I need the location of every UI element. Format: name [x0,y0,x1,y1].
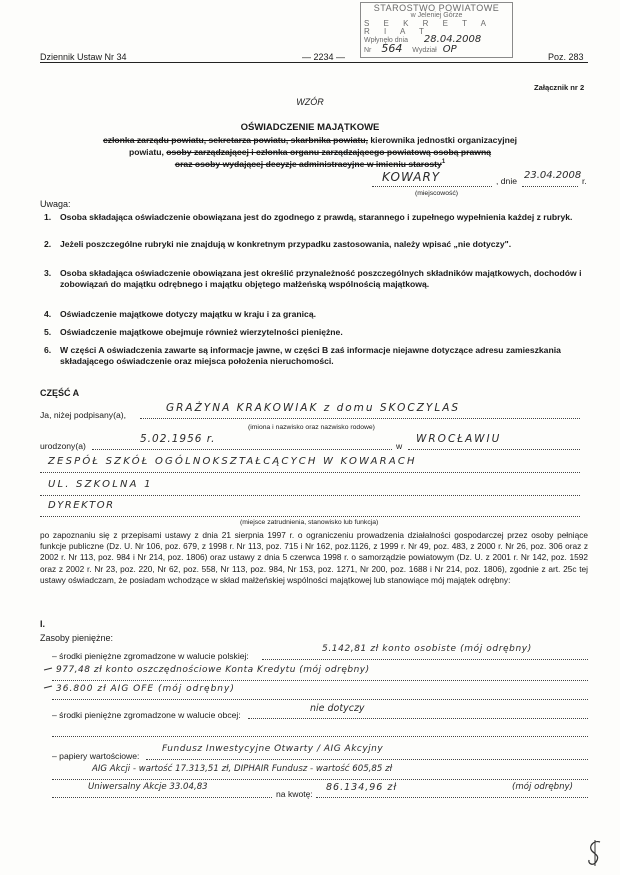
note-text: W części A oświadczenia zawarte są informacje jawne, w części B zaś informacje niejawne dotyczące adresu zamieszkania składającego oświadczenie oraz miejsca położenia nieruchomości. [60,345,561,366]
employment-value-1: ZESPÓŁ SZKÓŁ OGÓLNOKSZTAŁCĄCYCH W KOWARACH [48,456,417,467]
foreign-funds-label: – środki pieniężne zgromadzone w walucie obcej: [52,710,241,720]
stamp-dept: OP [442,44,457,55]
page-number: — 2234 — [302,52,346,62]
securities-label: – papiery wartościowe: [52,751,140,761]
title-line-3-struck: oraz osoby wydającej decyzje administracyjne w imieniu starosty [174,159,442,169]
note-item [44,212,590,223]
date-field [522,170,582,187]
declarant-value: GRAŻYNA KRAKOWIAK z domu SKOCZYLAS [166,402,461,414]
securities-line-1 [146,744,588,760]
birth-date-field [92,434,392,450]
place-value: KOWARY [382,170,441,184]
title-line-1-kept: kierownika jednostki organizacyjnej [368,135,518,145]
note-number: 4. [44,309,52,319]
securities-value-3: Uniwersalny Akcje 33.04,83 [88,782,208,792]
note-item [44,309,590,320]
initials-mark [584,838,606,868]
declarant-label: Ja, niżej podpisany(a), [40,410,126,420]
section-1-heading: Zasoby pieniężne: [40,633,114,643]
place-caption: (miejscowość) [415,190,459,197]
securities-value-2: AIG Akcji - wartość 17.313,51 zł, DIPHAIR Fundusz - wartość 605,85 zł [92,764,393,774]
securities-amount-field [316,782,588,798]
legal-basis-text: po zapoznaniu się z przepisami ustawy z dnia 21 sierpnia 1997 r. o ograniczeniu prowadzenia działalności gospodarczej przez osoby pełniące funkcje publiczne (Dz. U. Nr 106, poz. 679, z 1998 r. Nr 113, poz. 715 i Nr 162, poz.1126, z 1999 r. Nr 49, poz. 483, z 2000 r. Nr 26, poz. 306 oraz z 2002 r. Nr 113, poz. 984 i Nr 214, poz. 1806) oraz ustawy z dnia 5 czerwca 1998 r. o samorządzie powiatowym (Dz. U. z 2001 r. Nr 142, poz. 1592 oraz z 2002 r. Nr 23, poz. 220, Nr 62, poz. 558, Nr 113, poz. 984, Nr 153, poz. 1271, Nr 200, poz. 1688 i Nr 214, poz. 1806), zgodnie z art. 25c tej ustawy oświadczam, że posiadam wchodzące w skład małżeńskiej wspólności majątkowej lub stanowiące mój majątek odrębny: [40,530,588,585]
template-label: WZÓR [296,97,324,107]
birth-date-value: 5.02.1956 r. [140,433,216,445]
section-1-number: I. [40,619,46,629]
securities-line-2 [52,764,588,780]
note-text: Osoba składająca oświadczenie obowiązana jest do zgodnego z prawdą, starannego i zupełnego wypełnienia każdej z rubryk. [60,212,573,222]
pln-funds-line-3 [52,684,588,700]
title-line-2-kept: powiatu, [129,147,167,157]
securities-line-3 [52,782,272,798]
note-item [44,345,590,367]
pln-funds-value-1: 5.142,81 zł konto osobiste (mój odrębny) [322,644,532,654]
securities-amount-value: 86.134,96 zł [326,782,398,793]
birth-place-field [408,434,580,450]
securities-ownership-note: (mój odrębny) [512,782,573,792]
note-item [44,239,590,250]
pln-funds-value-2: 977,48 zł konto oszczędnościowe Konta Kredytu (mój odrębny) [56,665,370,675]
stamp-dept-label: Wydział [412,47,437,54]
pln-funds-line-2 [52,665,588,681]
employment-value-2: UL. SZKOLNA 1 [48,479,153,490]
foreign-funds-line [248,703,588,719]
stamp-secretariat: S E K R E T A R I A T [364,19,492,36]
employment-value-3: DYREKTOR [48,500,115,511]
note-text: Osoba składająca oświadczenie obowiązana jest określić przynależność poszczególnych składników majątkowych, dochodów i zobowiązań do majątku odrębnego i majątku objętego małżeńską wspólnością majątkową. [60,268,582,289]
note-number: 2. [44,239,52,249]
pln-funds-value-3: 36.800 zł AIG OFE (mój odrębny) [56,684,235,694]
title-line-3 [0,159,620,169]
note-number: 3. [44,268,52,278]
journal-name: Dziennik Ustaw Nr 34 [40,52,127,62]
employment-line-2 [40,480,580,496]
employment-line-1 [40,457,580,473]
date-label: , dnie [496,176,518,186]
title-line-1 [0,135,620,145]
stamp-number: 564 [381,42,403,55]
foreign-funds-value: nie dotyczy [310,703,365,714]
entry-marks [42,660,56,706]
title-line-2-struck: osoby zarządzającej i członka organu zarządzającego powiatową osobą prawną [166,147,491,157]
note-text: Oświadczenie majątkowe dotyczy majątku w kraju i za granicą. [60,309,316,319]
note-item [44,327,590,338]
stamp-received-label: Wpłynęło dnia [364,37,408,44]
stamp-city: w Jeleniej Górze [410,12,463,19]
part-a-heading: CZĘŚĆ A [40,388,80,398]
footnote-mark: 1 [441,159,446,166]
note-number: 6. [44,345,52,355]
securities-amount-label: na kwotę: [276,789,313,799]
pln-funds-line-1 [262,644,588,660]
notes-heading: Uwaga: [40,199,71,209]
stamp-received-date: 28.04.2008 [423,34,482,45]
page-title: OŚWIADCZENIE MAJĄTKOWE [240,122,380,133]
pln-funds-label: – środki pieniężne zgromadzone w walucie polskiej: [52,651,249,661]
birth-date-label: urodzony(a) [40,441,86,451]
registry-stamp [360,2,513,58]
note-text: Oświadczenie majątkowe obejmuje również wierzytelności pieniężne. [60,327,343,337]
date-value: 23.04.2008 [524,170,582,181]
birth-place-value: WROCŁAWIU [416,433,502,445]
note-number: 1. [44,212,52,222]
declarant-caption: (imiona i nazwisko oraz nazwisko rodowe) [248,424,375,431]
employment-line-3 [40,501,580,517]
date-suffix: r. [582,176,587,186]
declarant-field [140,403,580,419]
securities-value-1: Fundusz Inwestycyjne Otwarty / AIG Akcyjny [162,744,384,754]
birth-place-label: w [396,441,403,451]
title-line-2 [0,147,620,157]
note-number: 5. [44,327,52,337]
title-line-1-struck: członka zarządu powiatu, sekretarza powiatu, skarbnika powiatu, [102,135,369,145]
stamp-number-row [364,42,509,55]
note-item [44,268,590,290]
place-field [372,172,492,187]
stamp-office: STAROSTWO POWIATOWE [373,3,500,13]
position-number: Poz. 283 [548,52,584,62]
annex-label: Załącznik nr 2 [534,83,585,92]
stamp-number-label: Nr [364,47,372,54]
header-rule [40,62,588,63]
note-text: Jeżeli poszczególne rubryki nie znajdują w konkretnym przypadku zastosowania, należy wpisać „nie dotyczy". [60,239,512,249]
employment-caption: (miejsce zatrudnienia, stanowisko lub funkcja) [240,519,379,526]
foreign-funds-line-2 [52,723,588,737]
